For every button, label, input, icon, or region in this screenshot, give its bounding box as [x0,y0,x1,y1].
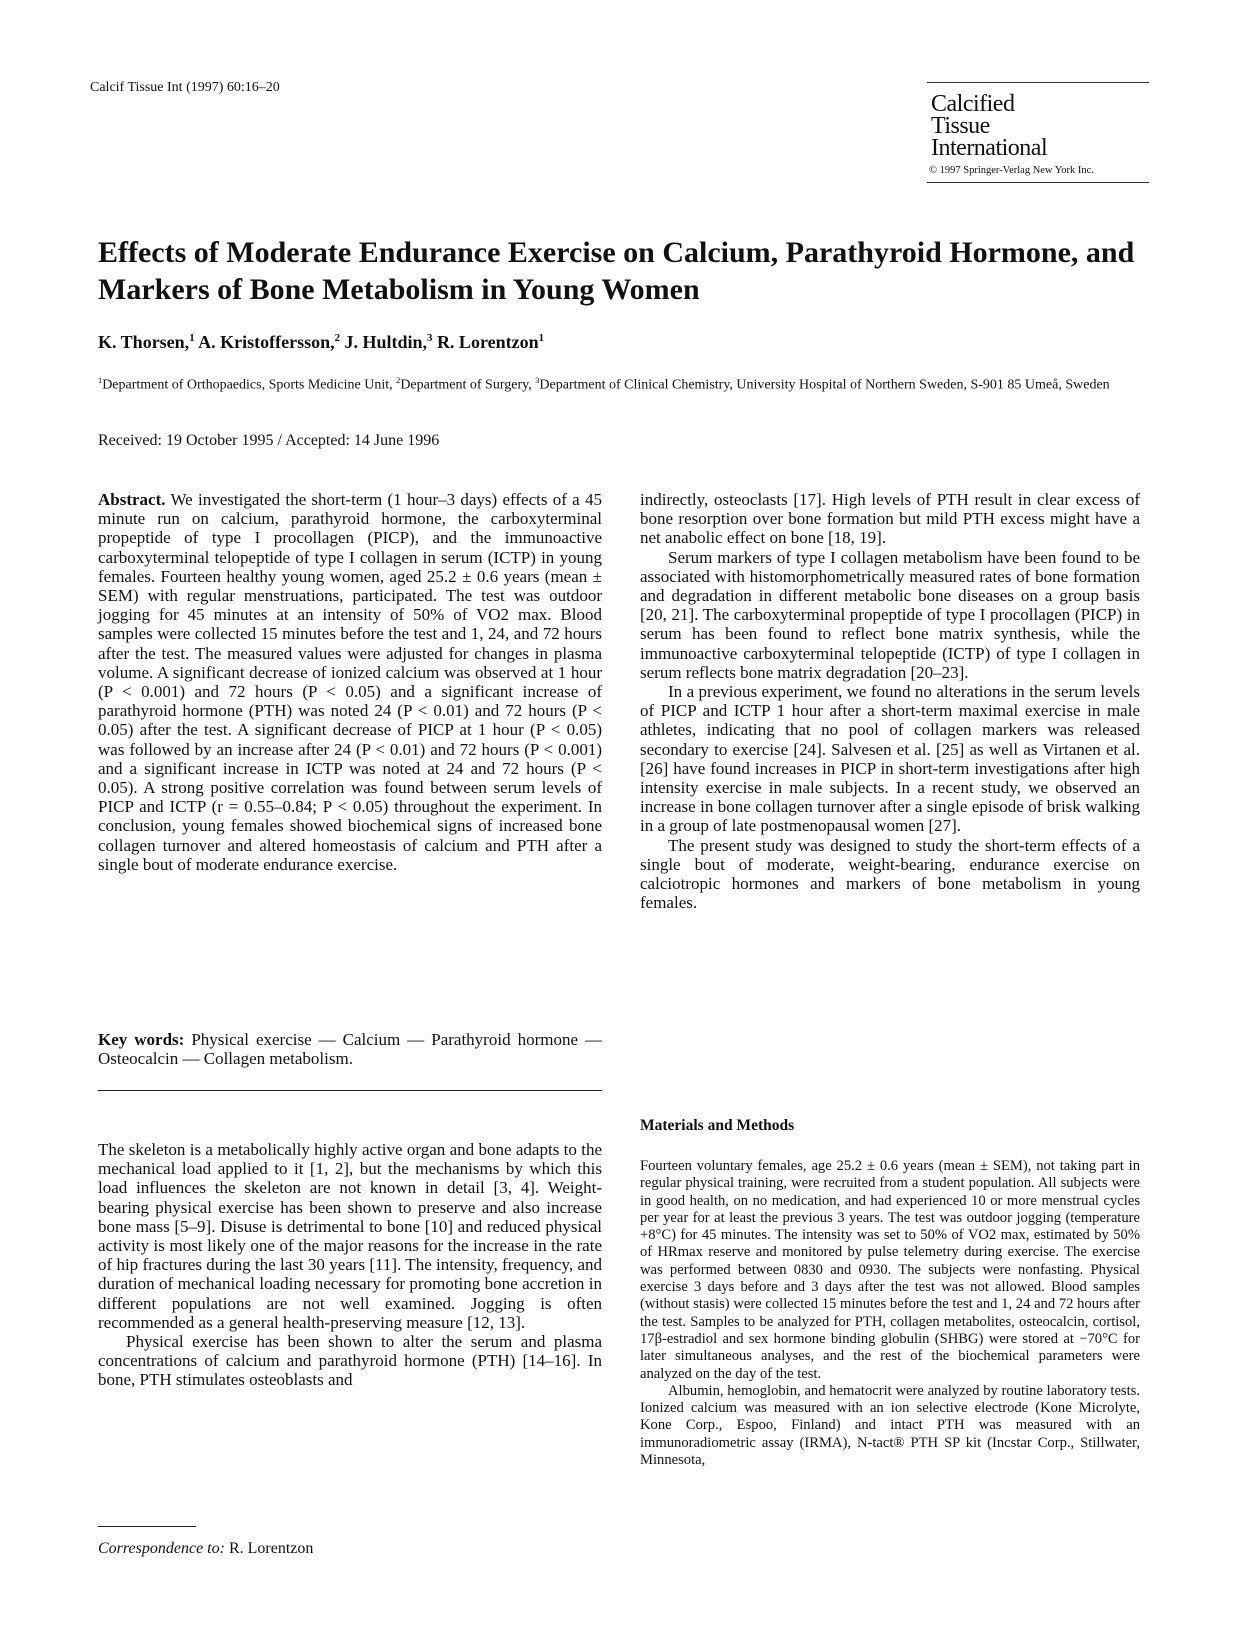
affiliation-2: Department of Surgery, [400,377,536,393]
correspondence-label: Correspondence to: [98,1540,225,1557]
journal-logo-line-3: International [931,135,1048,161]
correspondence-name: R. Lorentzon [228,1540,314,1557]
copyright: © 1997 Springer-Verlag New York Inc. [929,165,1094,176]
article-title: Effects of Moderate Endurance Exercise on Calcium, Parathyroid Hormone, and Markers of Bone Metabolism in Young Women [98,236,1135,306]
keywords-label: Key words: [98,1030,185,1049]
affiliation-mark: 1 [98,376,103,385]
affiliation-mark: 2 [396,376,401,385]
intro-paragraph-3: indirectly, osteoclasts [17]. High levels of PTH result in clear excess of bone resorption over bone formation but mild PTH excess might have a net anabolic effect on bone [18, 19]. [640,490,1140,548]
intro-paragraph-1: The skeleton is a metabolically highly active organ and bone adapts to the mechanical load applied to it [1, 2], but the mechanisms by which this load influences the skeleton are not known in detail [3, 4]. Weight-bearing physical exercise has been shown to preserve and also increase bone mass [5–9]. Disuse is detrimental to bone [10] and reduced physical activity is most likely one of the major reasons for the increase in the rate of hip fractures during the last 30 years [11]. The intensity, frequency, and duration of mechanical loading necessary for promoting bone accretion in different populations are not well examined. Jogging is often recommended as a general health-preserving measure [12, 13]. [98,1140,602,1332]
intro-left [98,1140,602,1390]
abstract-text: We investigated the short-term (1 hour–3 days) effects of a 45 minute run on calcium, parathyroid hormone, the carboxyterminal propeptide of type I procollagen (PICP), and the immunoactive carboxyterminal telopeptide of type I collagen in serum (ICTP) in young females. Fourteen healthy young women, aged 25.2 ± 0.6 years (mean ± SEM) with regular menstruations, participated. The test was outdoor jogging for 45 minutes at an intensity of 50% of VO2 max. Blood samples were collected 15 minutes before the test and 1, 24, and 72 hours after the test. The measured values were adjusted for changes in plasma volume. A significant decrease of ionized calcium was observed at 1 hour (P < 0.001) and 72 hours (P < 0.05) and a significant increase of parathyroid hormone (PTH) was noted 24 (P < 0.01) and 72 hours (P < 0.05) after the test. A significant decrease of PICP at 1 hour (P < 0.05) was followed by an increase after 24 (P < 0.01) and 72 hours (P < 0.001) and a significant increase in ICTP was noted at 24 and 72 hours (P < 0.05). A strong positive correlation was found between serum levels of PICP and ICTP (r = 0.55–0.84; P < 0.05) throughout the experiment. In conclusion, young females showed biochemical signs of increased bone collagen turnover and altered homeostasis of calcium and PTH after a single bout of moderate endurance exercise. [98,490,602,874]
journal-logo-block [927,82,1149,183]
author-affiliation-mark: 1 [538,332,545,344]
methods-paragraph-1: Fourteen voluntary females, age 25.2 ± 0.6 years (mean ± SEM), not taking part in regular physical training, were recruited from a student population. All subjects were in good health, on no medication, and had experienced 10 or more menstrual cycles per year for at least the previous 3 years. The test was outdoor jogging (temperature +8°C) for 45 minutes. The intensity was set to 50% of VO2 max, estimated by 50% of HRmax reserve and monitored by pulse telemetry during exercise. The exercise was performed between 0830 and 0930. The subjects were nonfasting. Physical exercise 3 days before and 3 days after the test was not allowed. Blood samples (without stasis) were collected 15 minutes before the test and 1, 24 and 72 hours after the test. Samples to be analyzed for PTH, collagen metabolites, osteocalcin, cortisol, 17β-estradiol and sex hormone binding globulin (SHBG) were stored at −70°C for later simultaneous analyses, and the rest of the biochemical parameters were analyzed on the day of the test. [640,1158,1140,1382]
author-name: R. Lorentzon [436,332,539,352]
journal-rule-bottom [927,182,1149,183]
journal-logo-line-1: Calcified [931,91,1015,117]
affiliation-1: Department of Orthopaedics, Sports Medicine Unit, [102,377,397,393]
intro-paragraph-5: In a previous experiment, we found no alterations in the serum levels of PICP and ICTP 1 hour after a short-term maximal exercise in male athletes, indicating that no pool of collagen markers was released secondary to exercise [24]. Salvesen et al. [25] as well as Virtanen et al. [26] have found increases in PICP in short-term investigations after high intensity exercise in male subjects. In a recent study, we observed an increase in bone collagen turnover after a single episode of brisk walking in a group of late postmenopausal women [27]. [640,682,1140,836]
affiliations [98,372,1148,395]
journal-logo-line-2: Tissue [931,113,990,139]
author-name: A. Kristoffersson, [198,332,335,352]
author-affiliation-mark: 3 [427,332,433,344]
intro-right [640,490,1140,912]
author-list [98,332,544,353]
received-dates: Received: 19 October 1995 / Accepted: 14 June 1996 [98,432,440,449]
author-name: K. Thorsen, [98,332,190,352]
abstract-divider [98,1090,602,1091]
methods-text [640,1158,1140,1469]
intro-paragraph-6: The present study was designed to study the short-term effects of a single bout of moderate, weight-bearing, endurance exercise on calciotropic hormones and markers of bone metabolism in young females. [640,835,1140,913]
methods-paragraph-2: Albumin, hemoglobin, and hematocrit were analyzed by routine laboratory tests. Ionized calcium was measured with an ion selective electrode (Kone Microlyte, Kone Corp., Espoo, Finland) and intact PTH was measured with an immunoradiometric assay (IRMA), N-tact® PTH SP kit (Incstar Corp., Stillwater, Minnesota, [640,1382,1140,1469]
intro-paragraph-4: Serum markers of type I collagen metabolism have been found to be associated with histomorphometrically measured rates of bone formation and degradation in different metabolic bone diseases on a group basis [20, 21]. The carboxyterminal propeptide of type I procollagen (PICP) in serum has been found to reflect bone matrix synthesis, while the immunoactive carboxyterminal telopeptide (ICTP) of type I collagen in serum reflects bone matrix degradation [20–23]. [640,547,1140,682]
intro-paragraph-2: Physical exercise has been shown to alter the serum and plasma concentrations of calcium and parathyroid hormone (PTH) [14–16]. In bone, PTH stimulates osteoblasts and [98,1332,602,1390]
abstract-label: Abstract. [98,490,166,509]
affiliation-mark: 3 [535,376,540,385]
journal-logo [931,93,1149,159]
keywords-text: Physical exercise — Calcium — Parathyroid hormone — Osteocalcin — Collagen metabolism. [98,1030,602,1069]
author-affiliation-mark: 2 [334,332,340,344]
abstract [98,490,602,874]
correspondence-footnote [98,1540,313,1558]
affiliation-3: Department of Clinical Chemistry, University Hospital of Northern Sweden, S-901 85 Umeå, Sweden [539,377,1110,393]
section-heading-methods: Materials and Methods [640,1117,795,1134]
running-head: Calcif Tissue Int (1997) 60:16–20 [90,80,280,95]
author-affiliation-mark: 1 [189,332,195,344]
author-name: J. Hultdin, [344,332,428,352]
footnote-rule [98,1526,196,1527]
keywords [98,1030,602,1068]
journal-rule-top [927,82,1149,83]
